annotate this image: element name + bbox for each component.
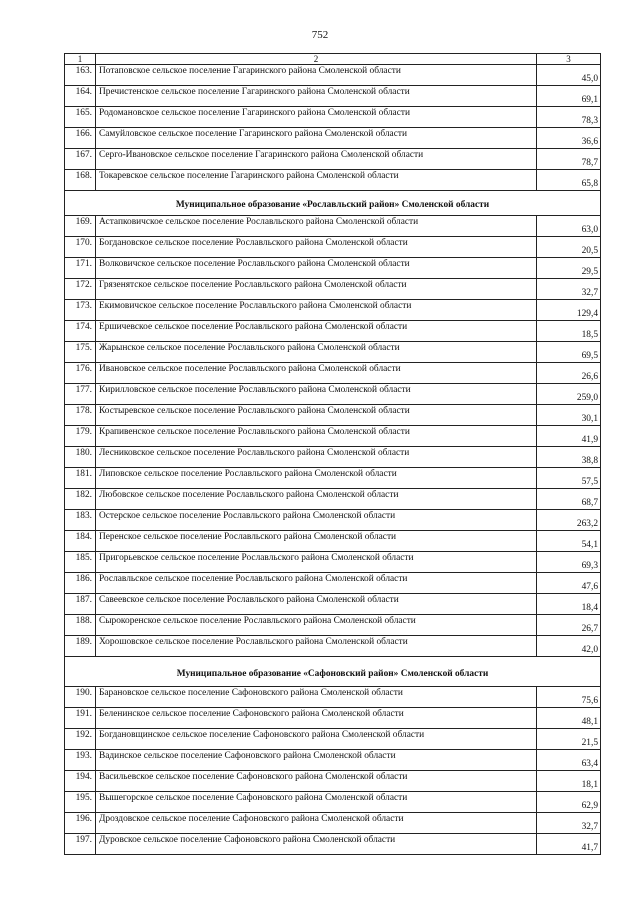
- settlement-name: Пречистенское сельское поселение Гагаринского района Смоленской области: [96, 86, 537, 107]
- row-number: 196.: [65, 813, 96, 834]
- row-number: 167.: [65, 149, 96, 170]
- row-number: 173.: [65, 300, 96, 321]
- row-value: 45,0: [537, 65, 601, 86]
- row-number: 175.: [65, 342, 96, 363]
- table-row: [65, 321, 601, 342]
- row-number: 169.: [65, 216, 96, 237]
- row-value: 57,5: [537, 468, 601, 489]
- settlement-name: Сырокоренское сельское поселение Рославльского района Смоленской области: [96, 615, 537, 636]
- row-value: 32,7: [537, 279, 601, 300]
- settlement-name: Вышегорское сельское поселение Сафоновского района Смоленской области: [96, 792, 537, 813]
- table-row: [65, 687, 601, 708]
- row-value: 41,7: [537, 834, 601, 855]
- row-number: 179.: [65, 426, 96, 447]
- row-number: 195.: [65, 792, 96, 813]
- row-number: 188.: [65, 615, 96, 636]
- settlement-name: Дуровское сельское поселение Сафоновского района Смоленской области: [96, 834, 537, 855]
- table-row: [65, 384, 601, 405]
- row-number: 171.: [65, 258, 96, 279]
- row-value: 78,3: [537, 107, 601, 128]
- row-number: 177.: [65, 384, 96, 405]
- table-row: [65, 552, 601, 573]
- row-number: 194.: [65, 771, 96, 792]
- row-value: 29,5: [537, 258, 601, 279]
- row-value: 69,5: [537, 342, 601, 363]
- column-header-value: 3: [537, 54, 601, 65]
- settlement-name: Дроздовское сельское поселение Сафоновского района Смоленской области: [96, 813, 537, 834]
- row-value: 42,0: [537, 636, 601, 657]
- row-number: 186.: [65, 573, 96, 594]
- table-row: [65, 170, 601, 191]
- settlement-name: Любовское сельское поселение Рославльского района Смоленской области: [96, 489, 537, 510]
- row-number: 183.: [65, 510, 96, 531]
- row-number: 187.: [65, 594, 96, 615]
- table-row: [65, 813, 601, 834]
- row-value: 47,6: [537, 573, 601, 594]
- row-number: 189.: [65, 636, 96, 657]
- table-row: [65, 636, 601, 657]
- settlement-name: Волковичское сельское поселение Рославльского района Смоленской области: [96, 258, 537, 279]
- row-number: 165.: [65, 107, 96, 128]
- settlement-name: Липовское сельское поселение Рославльского района Смоленской области: [96, 468, 537, 489]
- row-value: 26,7: [537, 615, 601, 636]
- table-row: [65, 216, 601, 237]
- settlements-table: [64, 53, 601, 855]
- row-value: 63,0: [537, 216, 601, 237]
- settlement-name: Рославльское сельское поселение Рославльского района Смоленской области: [96, 573, 537, 594]
- table-row: [65, 447, 601, 468]
- table-row: [65, 729, 601, 750]
- row-number: 185.: [65, 552, 96, 573]
- table-row: [65, 258, 601, 279]
- table-row: [65, 86, 601, 107]
- settlement-name: Токаревское сельское поселение Гагаринского района Смоленской области: [96, 170, 537, 191]
- row-value: 18,4: [537, 594, 601, 615]
- row-number: 184.: [65, 531, 96, 552]
- row-value: 18,1: [537, 771, 601, 792]
- settlement-name: Ершичевское сельское поселение Рославльского района Смоленской области: [96, 321, 537, 342]
- row-value: 65,8: [537, 170, 601, 191]
- row-number: 168.: [65, 170, 96, 191]
- settlement-name: Екимовичское сельское поселение Рославльского района Смоленской области: [96, 300, 537, 321]
- row-number: 191.: [65, 708, 96, 729]
- settlement-name: Потаповское сельское поселение Гагаринского района Смоленской области: [96, 65, 537, 86]
- row-number: 163.: [65, 65, 96, 86]
- table-row: [65, 594, 601, 615]
- table-row: [65, 237, 601, 258]
- row-value: 36,6: [537, 128, 601, 149]
- row-number: 174.: [65, 321, 96, 342]
- row-value: 69,1: [537, 86, 601, 107]
- table-row: [65, 573, 601, 594]
- settlement-name: Крапивенское сельское поселение Рославльского района Смоленской области: [96, 426, 537, 447]
- table-row: [65, 771, 601, 792]
- settlement-name: Перенское сельское поселение Рославльского района Смоленской области: [96, 531, 537, 552]
- row-value: 68,7: [537, 489, 601, 510]
- row-value: 21,5: [537, 729, 601, 750]
- row-value: 20,5: [537, 237, 601, 258]
- settlement-name: Лесниковское сельское поселение Рославльского района Смоленской области: [96, 447, 537, 468]
- table-row: [65, 342, 601, 363]
- row-number: 192.: [65, 729, 96, 750]
- settlement-name: Ивановское сельское поселение Рославльского района Смоленской области: [96, 363, 537, 384]
- table-row: [65, 792, 601, 813]
- section-heading: Муниципальное образование «Сафоновский район» Смоленской области: [65, 657, 601, 687]
- settlement-name: Барановское сельское поселение Сафоновского района Смоленской области: [96, 687, 537, 708]
- row-number: 166.: [65, 128, 96, 149]
- row-number: 172.: [65, 279, 96, 300]
- table-row: [65, 468, 601, 489]
- column-header-number: 1: [65, 54, 96, 65]
- row-number: 178.: [65, 405, 96, 426]
- row-value: 26,6: [537, 363, 601, 384]
- row-value: 263,2: [537, 510, 601, 531]
- settlement-name: Вадинское сельское поселение Сафоновского района Смоленской области: [96, 750, 537, 771]
- table-row: [65, 750, 601, 771]
- settlement-name: Серго-Ивановское сельское поселение Гагаринского района Смоленской области: [96, 149, 537, 170]
- table-row: [65, 510, 601, 531]
- settlement-name: Васильевское сельское поселение Сафоновского района Смоленской области: [96, 771, 537, 792]
- row-value: 63,4: [537, 750, 601, 771]
- section-heading: Муниципальное образование «Рославльский район» Смоленской области: [65, 191, 601, 216]
- settlement-name: Богдановщинское сельское поселение Сафоновского района Смоленской области: [96, 729, 537, 750]
- table-row: [65, 489, 601, 510]
- table-row: [65, 107, 601, 128]
- row-value: 38,8: [537, 447, 601, 468]
- row-value: 62,9: [537, 792, 601, 813]
- table-row: [65, 426, 601, 447]
- table-row: [65, 363, 601, 384]
- row-value: 41,9: [537, 426, 601, 447]
- row-value: 129,4: [537, 300, 601, 321]
- row-value: 18,5: [537, 321, 601, 342]
- table-header-row: [65, 54, 601, 65]
- row-value: 54,1: [537, 531, 601, 552]
- settlement-name: Астапковичское сельское поселение Рославльского района Смоленской области: [96, 216, 537, 237]
- table-row: [65, 128, 601, 149]
- settlement-name: Грязенятское сельское поселение Рославльского района Смоленской области: [96, 279, 537, 300]
- row-value: 30,1: [537, 405, 601, 426]
- settlement-name: Савеевское сельское поселение Рославльского района Смоленской области: [96, 594, 537, 615]
- row-number: 182.: [65, 489, 96, 510]
- section-heading-row: [65, 657, 601, 687]
- table-row: [65, 300, 601, 321]
- table-row: [65, 531, 601, 552]
- row-number: 164.: [65, 86, 96, 107]
- row-number: 176.: [65, 363, 96, 384]
- settlement-name: Беленинское сельское поселение Сафоновского района Смоленской области: [96, 708, 537, 729]
- table-row: [65, 834, 601, 855]
- row-number: 181.: [65, 468, 96, 489]
- settlement-name: Самуйловское сельское поселение Гагаринского района Смоленской области: [96, 128, 537, 149]
- row-number: 190.: [65, 687, 96, 708]
- table-row: [65, 149, 601, 170]
- section-heading-row: [65, 191, 601, 216]
- row-value: 69,3: [537, 552, 601, 573]
- row-number: 170.: [65, 237, 96, 258]
- row-number: 180.: [65, 447, 96, 468]
- row-value: 48,1: [537, 708, 601, 729]
- settlement-name: Родомановское сельское поселение Гагаринского района Смоленской области: [96, 107, 537, 128]
- column-header-name: 2: [96, 54, 537, 65]
- settlement-name: Хорошовское сельское поселение Рославльского района Смоленской области: [96, 636, 537, 657]
- row-value: 75,6: [537, 687, 601, 708]
- settlement-name: Пригорьевское сельское поселение Рославльского района Смоленской области: [96, 552, 537, 573]
- settlement-name: Костыревское сельское поселение Рославльского района Смоленской области: [96, 405, 537, 426]
- settlement-name: Кирилловское сельское поселение Рославльского района Смоленской области: [96, 384, 537, 405]
- row-value: 32,7: [537, 813, 601, 834]
- table-row: [65, 405, 601, 426]
- row-value: 259,0: [537, 384, 601, 405]
- table-row: [65, 279, 601, 300]
- settlement-name: Богдановское сельское поселение Рославльского района Смоленской области: [96, 237, 537, 258]
- settlement-name: Остерское сельское поселение Рославльского района Смоленской области: [96, 510, 537, 531]
- row-value: 78,7: [537, 149, 601, 170]
- settlement-name: Жарынское сельское поселение Рославльского района Смоленской области: [96, 342, 537, 363]
- table-row: [65, 708, 601, 729]
- row-number: 197.: [65, 834, 96, 855]
- table-row: [65, 65, 601, 86]
- row-number: 193.: [65, 750, 96, 771]
- page-number: 752: [311, 29, 329, 41]
- table-row: [65, 615, 601, 636]
